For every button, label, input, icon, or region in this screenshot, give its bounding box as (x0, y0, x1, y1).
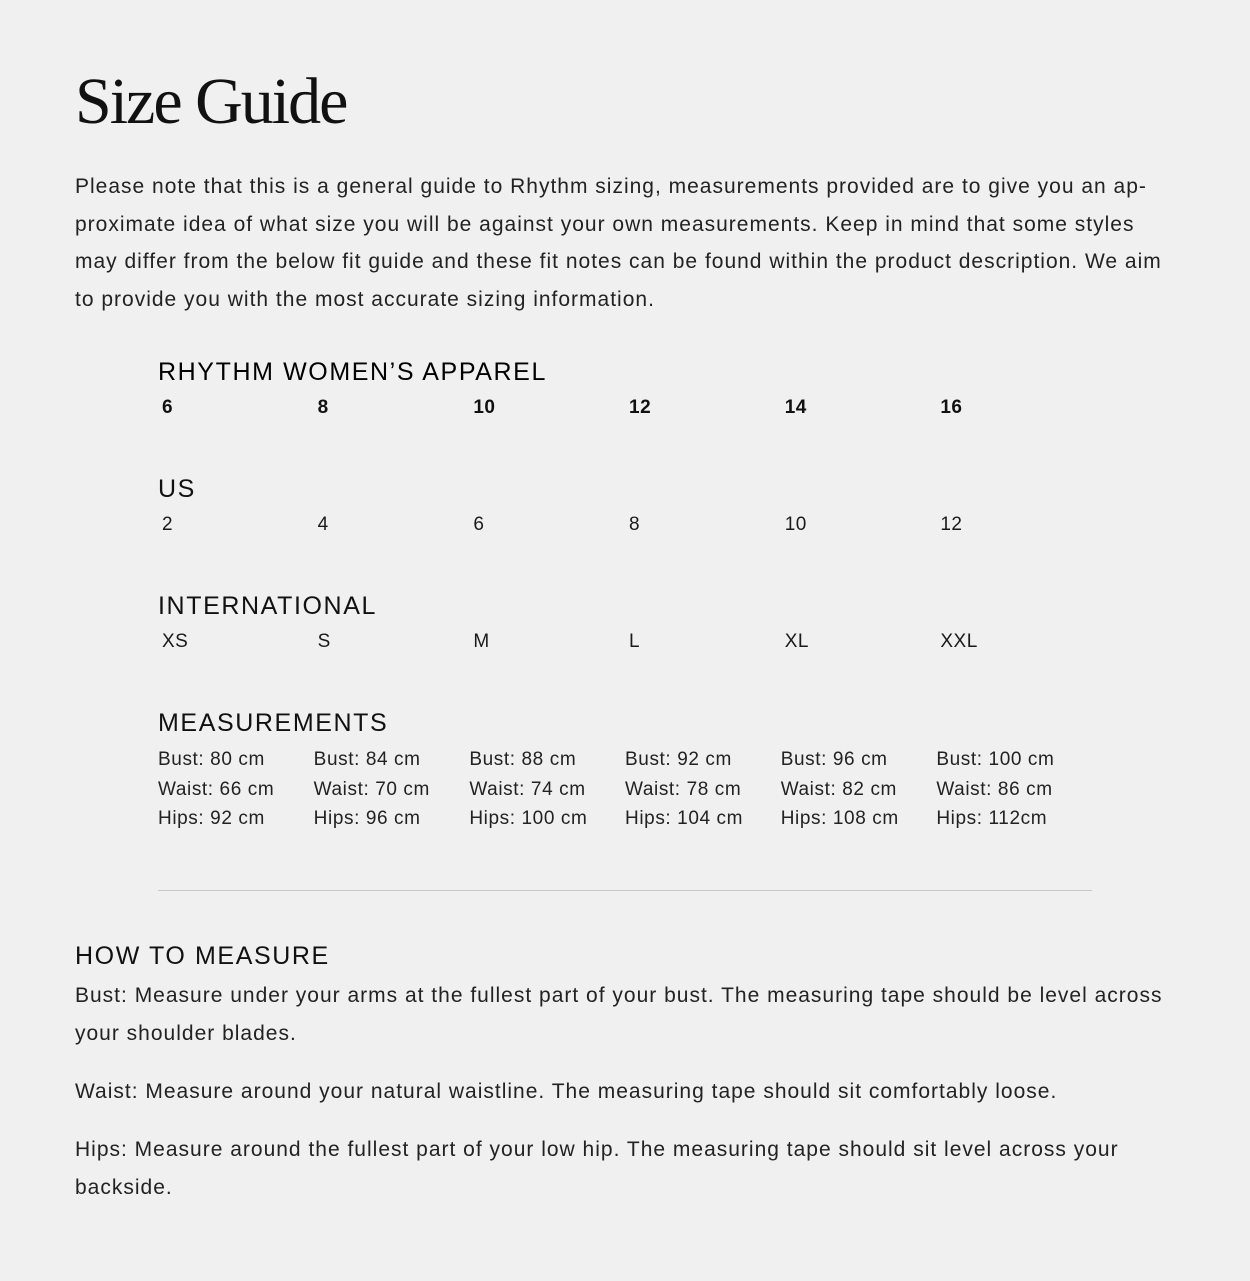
size-cell: 10 (784, 514, 807, 535)
size-cell: S (317, 631, 331, 652)
measurement-column (781, 745, 937, 834)
measurements-heading: MEASUREMENTS (158, 709, 389, 737)
measurements-row (158, 745, 1092, 834)
us-heading: US (158, 475, 196, 503)
page-title: Size Guide (75, 65, 347, 138)
waist-value: Waist: 74 cm (469, 778, 586, 800)
bust-value: Bust: 88 cm (469, 749, 577, 770)
bust-value: Bust: 80 cm (158, 749, 265, 770)
intro-paragraph: Please note that this is a general guide to Rhythm sizing, measurements provided are to give you an approximate idea of what size you will be against your own measurements. Keep in mind that some styles may differ from the below fit guide and these fit notes can be found within the product description. We aim to provide you with the most accurate sizing information. (75, 175, 1162, 311)
size-cell: L (629, 631, 641, 652)
international-section (158, 584, 1092, 656)
size-cell: 2 (162, 514, 174, 535)
waist-value: Waist: 86 cm (936, 778, 1053, 800)
waist-value: Waist: 82 cm (780, 778, 897, 800)
how-to-measure (75, 935, 1185, 1227)
size-cell: 12 (629, 397, 652, 418)
international-size-row (158, 628, 1092, 656)
measurements-section (158, 701, 1092, 834)
hips-value: Hips: 108 cm (780, 808, 899, 829)
size-cell: 6 (473, 514, 485, 535)
size-cell: 16 (940, 397, 963, 418)
international-heading: INTERNATIONAL (158, 592, 377, 620)
waist-value: Waist: 78 cm (625, 778, 742, 800)
hips-instructions: Hips: Measure around the fullest part of your low hip. The measuring tape should sit level across your backside. (75, 1138, 1119, 1199)
size-cell: 6 (162, 397, 174, 418)
measurement-column (469, 745, 625, 834)
size-cell: 8 (317, 397, 329, 418)
measurement-column (625, 745, 781, 834)
measurement-column (936, 745, 1092, 834)
size-cell: M (473, 631, 490, 652)
waist-instructions: Waist: Measure around your natural waistline. The measuring tape should sit comfortably loose. (75, 1080, 1058, 1103)
size-cell: 12 (940, 514, 963, 535)
how-to-measure-heading: HOW TO MEASURE (75, 942, 330, 970)
apparel-size-row (158, 394, 1092, 422)
size-cell: 8 (629, 514, 641, 535)
section-divider (158, 890, 1092, 891)
hips-value: Hips: 112cm (936, 808, 1048, 829)
size-chart (158, 350, 1092, 834)
size-cell: 4 (317, 514, 329, 535)
bust-value: Bust: 84 cm (313, 749, 421, 770)
size-cell: XL (784, 631, 809, 652)
waist-value: Waist: 70 cm (313, 778, 430, 800)
size-cell: XXL (940, 631, 978, 652)
bust-value: Bust: 96 cm (780, 749, 888, 770)
apparel-heading: RHYTHM WOMEN’S APPAREL (158, 358, 547, 386)
measurement-column (158, 745, 314, 834)
size-cell: 10 (473, 397, 496, 418)
hips-value: Hips: 96 cm (313, 808, 421, 829)
apparel-section (158, 350, 1092, 422)
bust-value: Bust: 100 cm (936, 749, 1055, 770)
hips-value: Hips: 104 cm (625, 808, 744, 829)
us-section (158, 467, 1092, 539)
bust-instructions: Bust: Measure under your arms at the fullest part of your bust. The measuring tape should be level across your shoulder blades. (75, 984, 1163, 1045)
us-size-row (158, 511, 1092, 539)
hips-value: Hips: 100 cm (469, 808, 588, 829)
size-cell: 14 (784, 397, 807, 418)
waist-value: Waist: 66 cm (158, 778, 275, 800)
bust-value: Bust: 92 cm (625, 749, 732, 770)
measurement-column (314, 745, 470, 834)
hips-value: Hips: 92 cm (158, 808, 265, 829)
size-cell: XS (162, 631, 189, 652)
